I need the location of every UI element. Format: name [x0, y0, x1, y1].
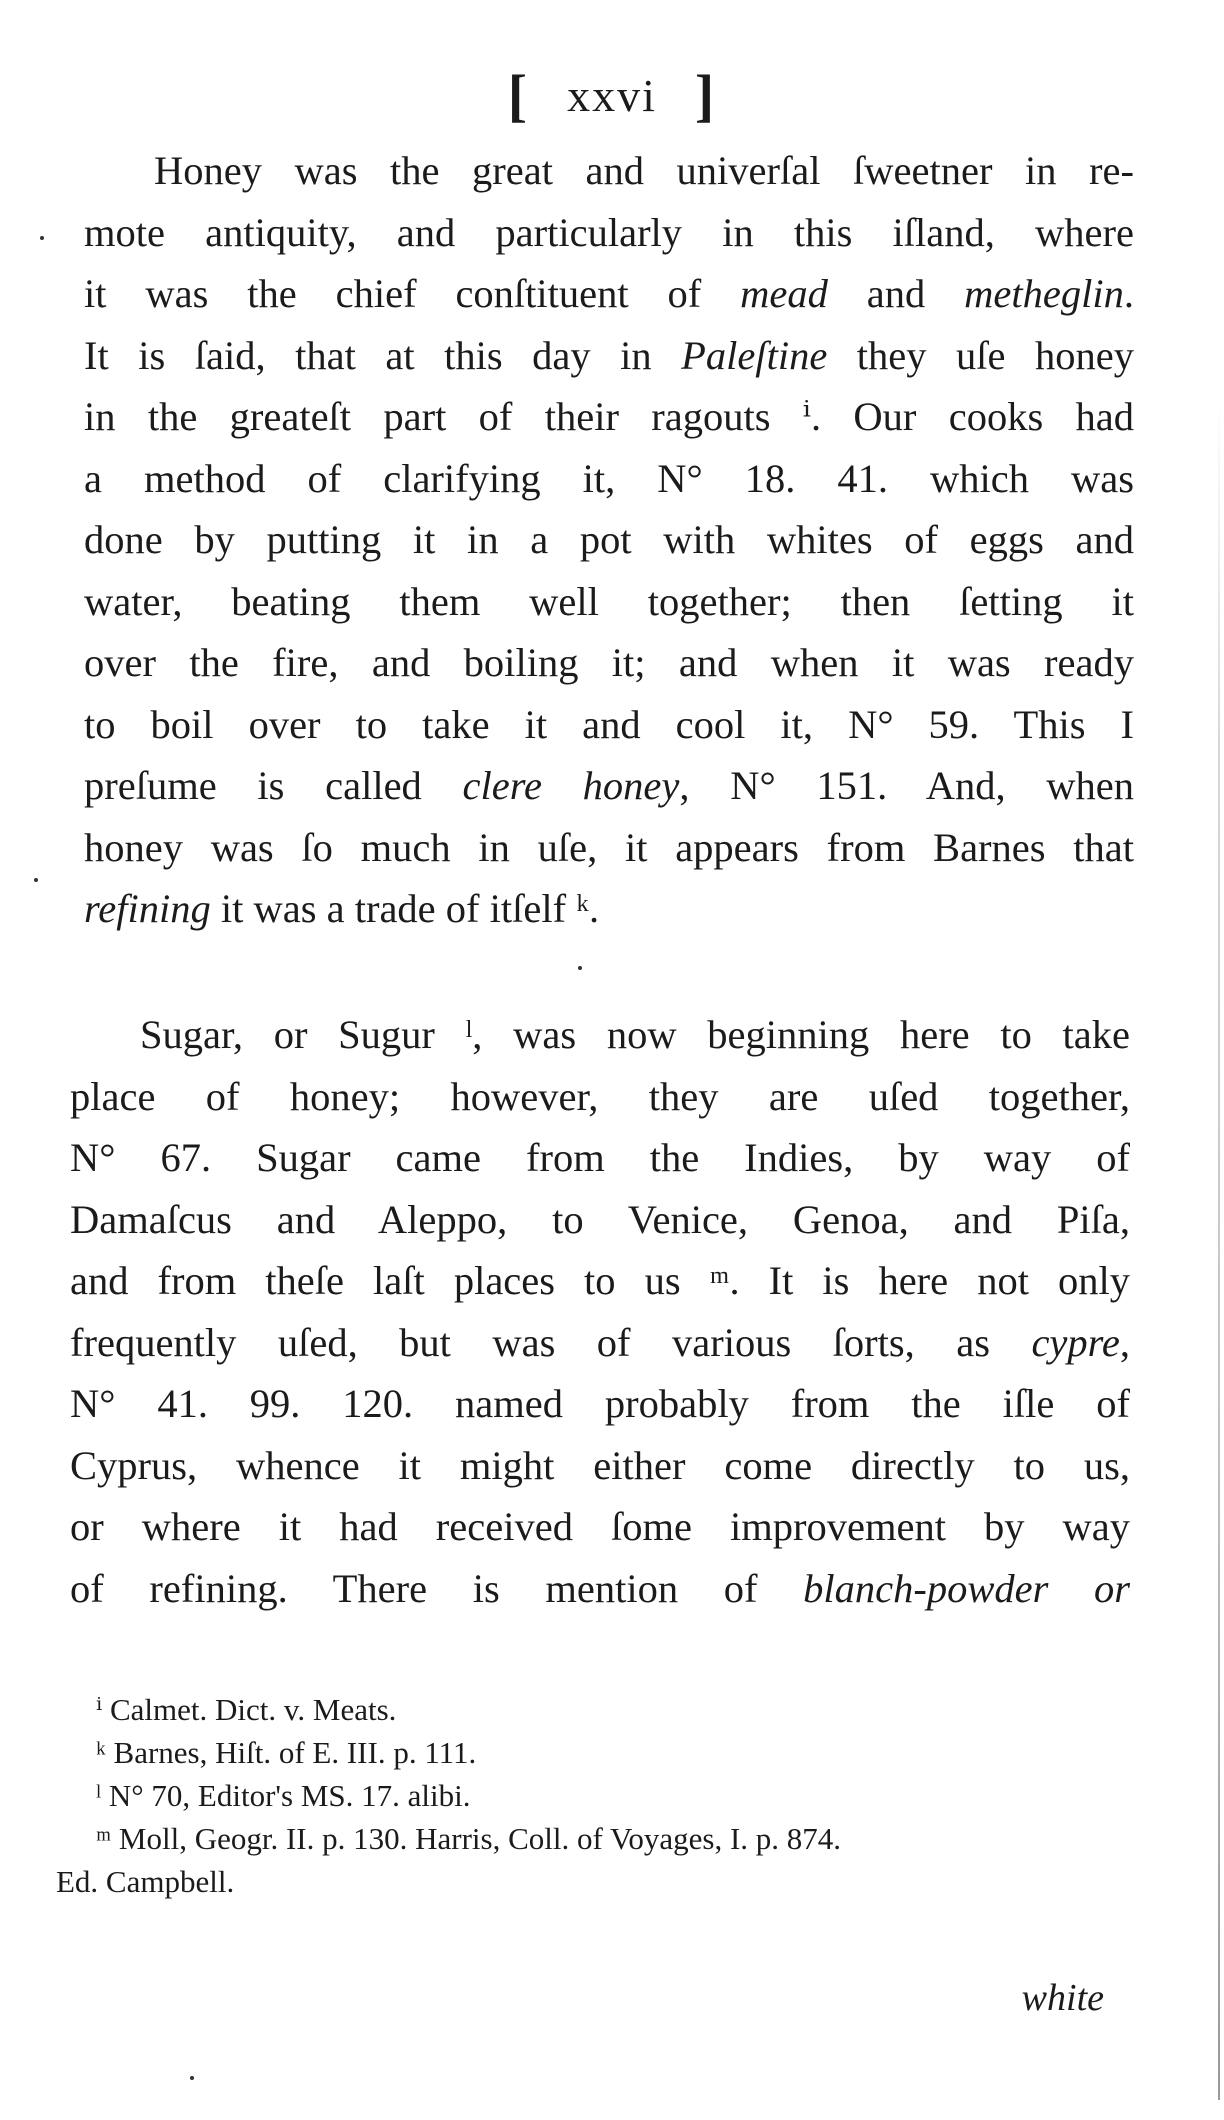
page-number: xxvi — [567, 70, 657, 121]
page-header — [0, 62, 1224, 129]
text-line: to boil over to take it and cool it, N° 59. This I — [84, 701, 1134, 747]
text-line: Sugar, or Sugur ˡ, was now beginning here to take — [140, 1012, 1130, 1057]
text-line: honey was ſo much in uſe, it appears from Barnes that — [84, 824, 1134, 870]
text-line: N° 67. Sugar came from the Indies, by way of — [70, 1135, 1130, 1180]
open-bracket: [ — [507, 63, 530, 128]
text-line: done by putting it in a pot with whites of eggs and — [84, 517, 1134, 562]
catchword: white — [1021, 1977, 1104, 2019]
footnote: ᵐ Moll, Geogr. II. p. 130. Harris, Coll. of Voyages, I. p. 874. — [96, 1821, 842, 1856]
paragraph-honey — [84, 140, 1134, 940]
text-line: it was the chief conſtituent of mead and metheglin. — [84, 271, 1134, 316]
text-line: It is ſaid, that at this day in Paleſtine they uſe honey — [84, 332, 1134, 378]
footnote: ˡ N° 70, Editor's MS. 17. alibi. — [96, 1778, 471, 1813]
print-speck — [190, 2076, 194, 2080]
text-line: Cyprus, whence it might either come directly to us, — [70, 1442, 1130, 1488]
binding-edge — [1218, 400, 1220, 2100]
close-bracket: ] — [694, 63, 717, 128]
footnote-continuation: Ed. Campbell. — [56, 1864, 235, 1899]
text-line: or where it had received ſome improvement by way — [70, 1504, 1130, 1549]
text-line: refining it was a trade of itſelf ᵏ. — [84, 886, 600, 931]
text-line: frequently uſed, but was of various ſorts, as cypre, — [70, 1319, 1130, 1365]
text-line: a method of clarifying it, N° 18. 41. which was — [84, 455, 1134, 501]
paragraph-sugar — [70, 1004, 1130, 1619]
text-line: in the greateſt part of their ragouts ⁱ. Our cooks had — [84, 394, 1134, 439]
print-speck — [40, 236, 44, 240]
text-line: place of honey; however, they are uſed together, — [70, 1073, 1130, 1119]
footnotes — [56, 1688, 1136, 1903]
print-speck — [578, 966, 582, 970]
text-line: Honey was the great and univerſal ſweetner in re- — [154, 148, 1134, 193]
text-line: and from theſe laſt places to us ᵐ. It is here not only — [70, 1258, 1130, 1303]
text-line: of refining. There is mention of blanch-powder or — [70, 1565, 1130, 1611]
print-speck — [34, 878, 38, 882]
text-line: N° 41. 99. 120. named probably from the iſle of — [70, 1381, 1130, 1426]
footnote: ᵏ Barnes, Hiſt. of E. III. p. 111. — [96, 1735, 477, 1770]
text-line: preſume is called clere honey, N° 151. And, when — [84, 763, 1135, 808]
text-line: over the fire, and boiling it; and when it was ready — [84, 640, 1134, 685]
text-line: mote antiquity, and particularly in this iſland, where — [84, 209, 1134, 255]
footnote: ⁱ Calmet. Dict. v. Meats. — [96, 1692, 397, 1727]
text-line: water, beating them well together; then ſetting it — [84, 578, 1134, 624]
text-line: Damaſcus and Aleppo, to Venice, Genoa, and Piſa, — [70, 1196, 1130, 1242]
